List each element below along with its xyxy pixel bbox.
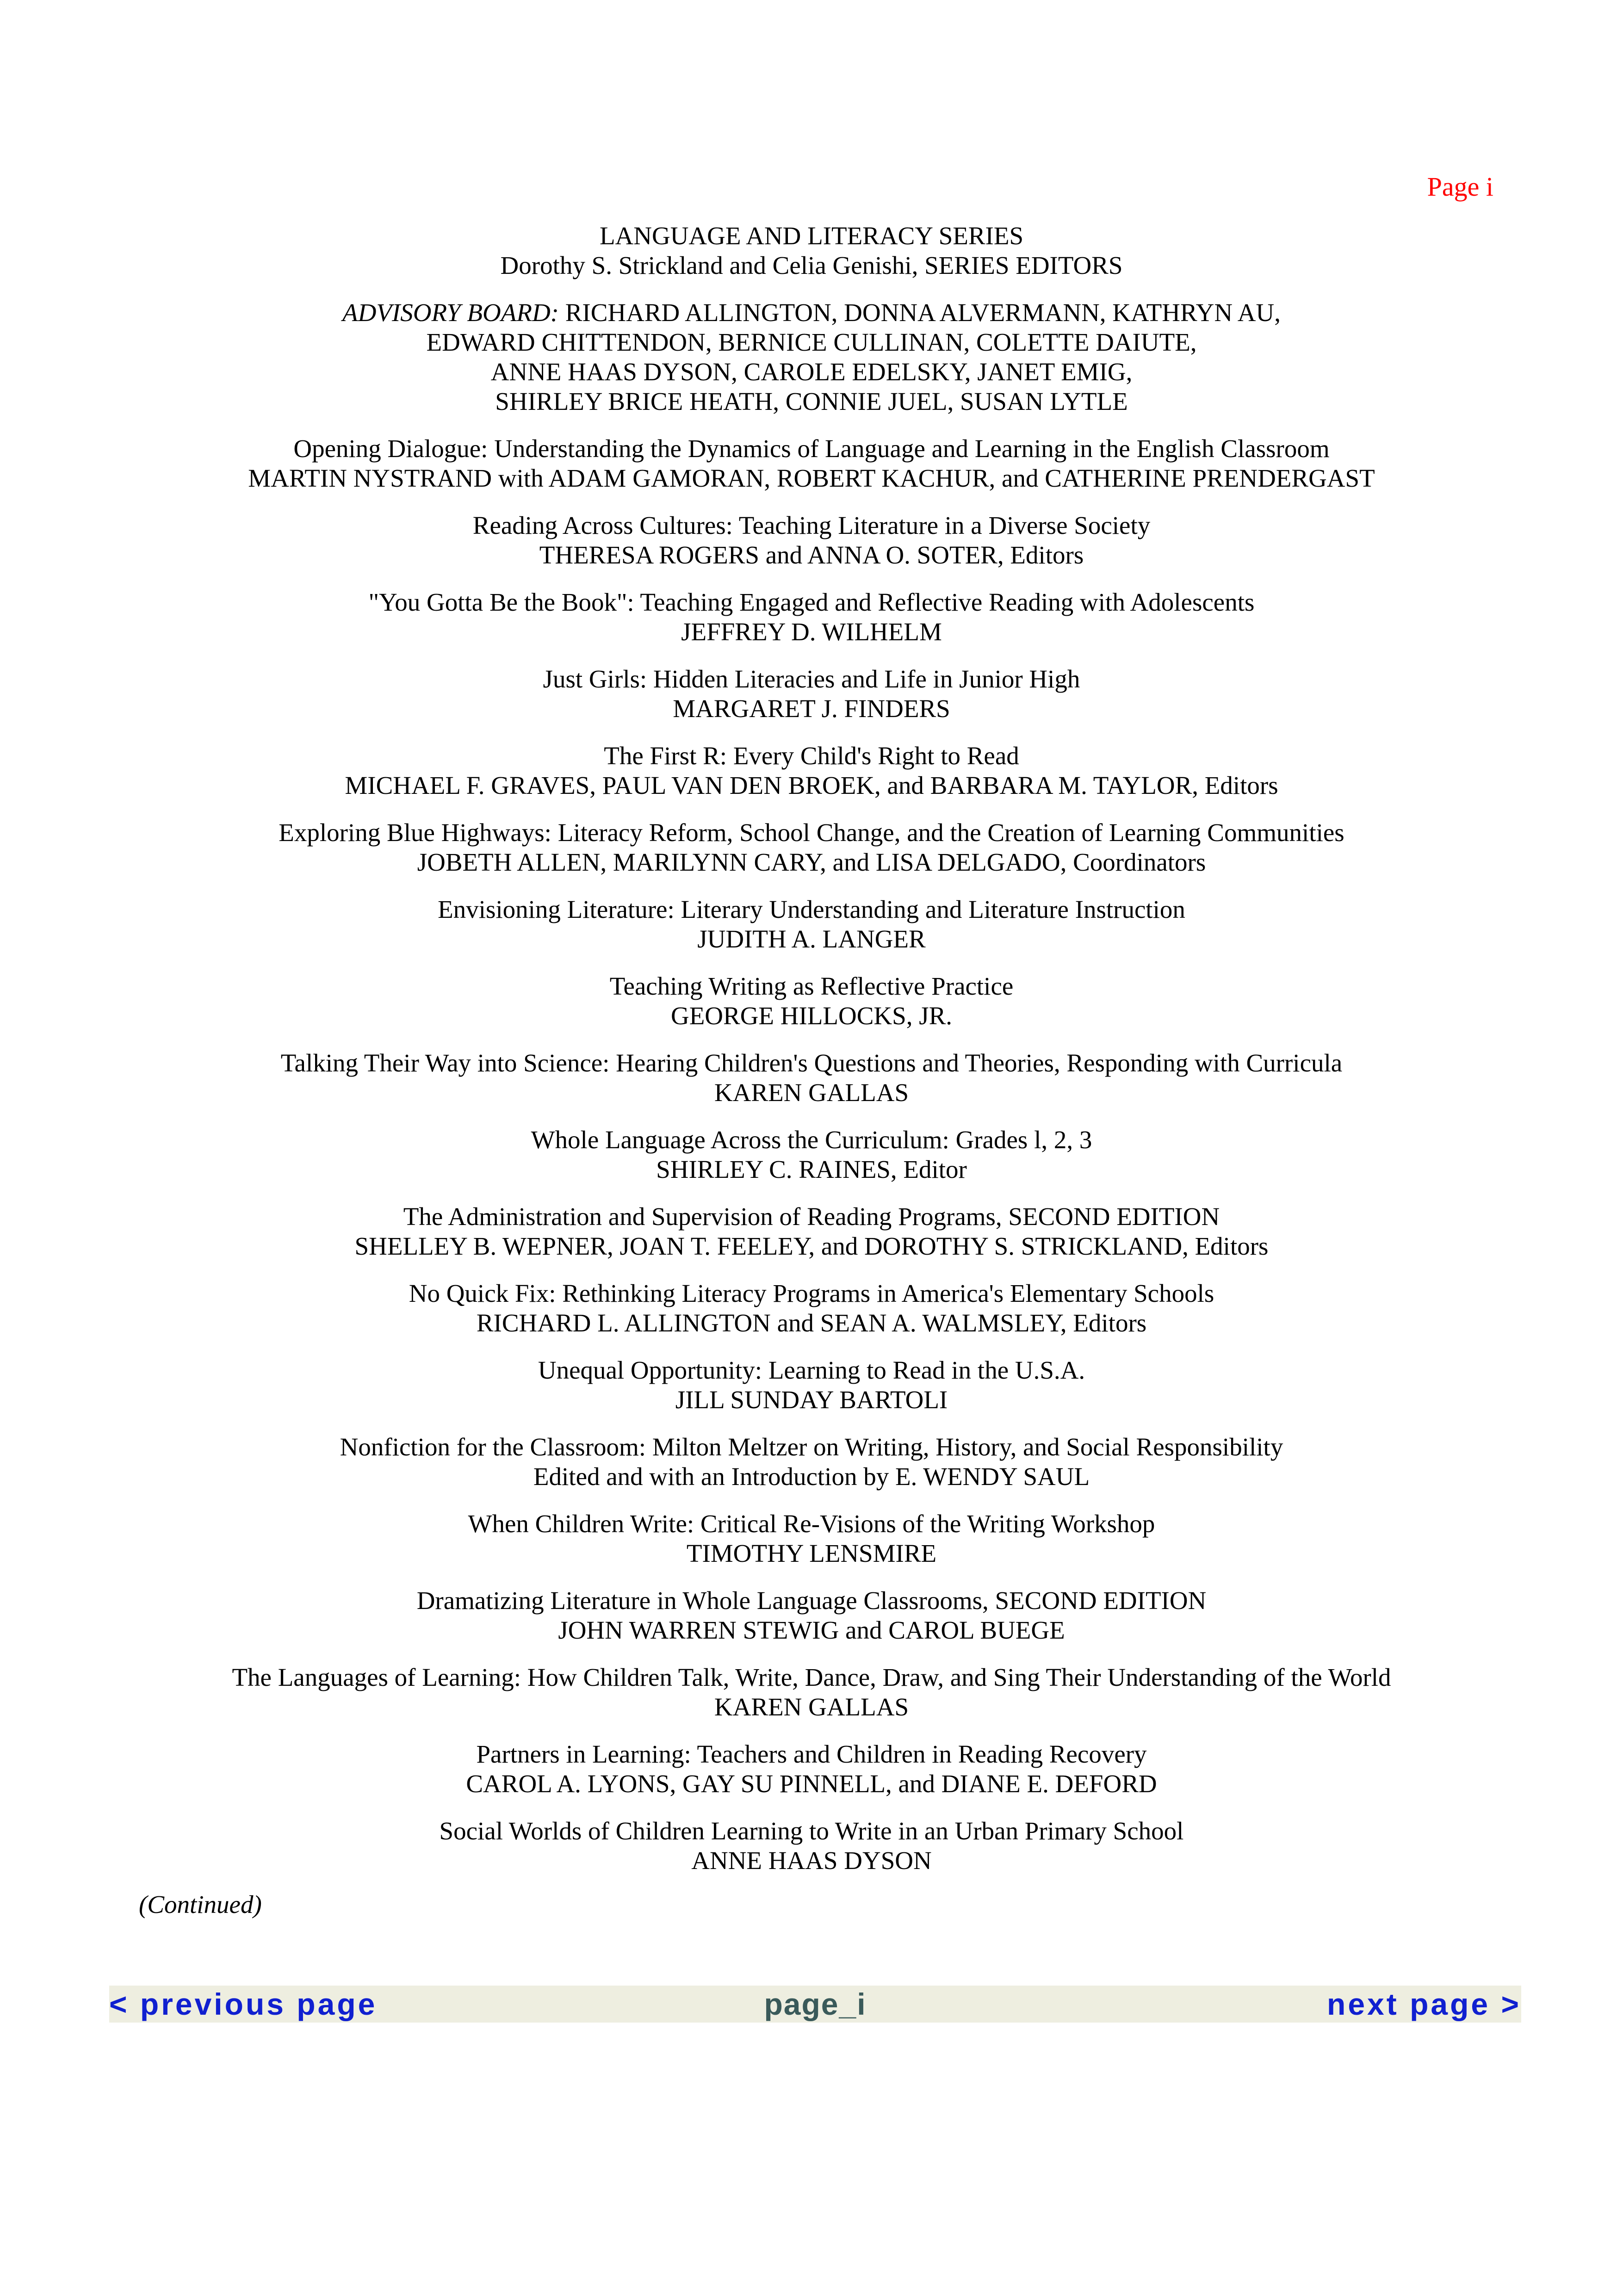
series-listing (0, 221, 1623, 1893)
current-page-label: page_i (764, 1987, 867, 2021)
book-title: "You Gotta Be the Book": Teaching Engaged and Reflective Reading with Adolescents (368, 588, 1255, 616)
book-entry (0, 1739, 1623, 1799)
page-marker: Page i (1427, 172, 1493, 202)
advisory-line-3: ANNE HAAS DYSON, CAROLE EDELSKY, JANET EMIG, (490, 358, 1133, 386)
book-title: When Children Write: Critical Re-Visions of the Writing Workshop (468, 1510, 1155, 1538)
book-entry (0, 511, 1623, 570)
book-author: CAROL A. LYONS, GAY SU PINNELL, and DIANE E. DEFORD (466, 1770, 1157, 1798)
advisory-board (0, 298, 1623, 416)
book-author: MICHAEL F. GRAVES, PAUL VAN DEN BROEK, and BARBARA M. TAYLOR, Editors (345, 771, 1278, 799)
book-title: Dramatizing Literature in Whole Language Classrooms, SECOND EDITION (416, 1586, 1207, 1615)
book-entry (0, 434, 1623, 493)
book-entry (0, 818, 1623, 877)
book-entry (0, 1586, 1623, 1645)
book-author: RICHARD L. ALLINGTON and SEAN A. WALMSLEY, Editors (476, 1309, 1147, 1337)
book-author: JUDITH A. LANGER (697, 925, 926, 953)
book-entry (0, 1355, 1623, 1415)
advisory-line-4: SHIRLEY BRICE HEATH, CONNIE JUEL, SUSAN LYTLE (495, 387, 1128, 415)
previous-page-link[interactable]: < previous page (109, 1987, 378, 2021)
book-entry (0, 1125, 1623, 1184)
book-title: Whole Language Across the Curriculum: Grades l, 2, 3 (531, 1126, 1092, 1154)
book-author: JEFFREY D. WILHELM (681, 618, 942, 646)
book-author: KAREN GALLAS (714, 1693, 909, 1721)
book-author: MARGARET J. FINDERS (673, 694, 950, 723)
book-title: Unequal Opportunity: Learning to Read in the U.S.A. (538, 1356, 1085, 1384)
advisory-label: ADVISORY BOARD: (342, 298, 559, 327)
book-title: Nonfiction for the Classroom: Milton Meltzer on Writing, History, and Social Responsibility (340, 1433, 1283, 1461)
book-entry (0, 1663, 1623, 1722)
book-title: Partners in Learning: Teachers and Children in Reading Recovery (476, 1740, 1147, 1768)
series-header (0, 221, 1623, 280)
book-author: JILL SUNDAY BARTOLI (675, 1386, 948, 1414)
book-title: The Administration and Supervision of Reading Programs, SECOND EDITION (403, 1202, 1220, 1231)
book-author: SHELLEY B. WEPNER, JOAN T. FEELEY, and DOROTHY S. STRICKLAND, Editors (354, 1232, 1269, 1260)
book-entry (0, 895, 1623, 954)
book-author: KAREN GALLAS (714, 1078, 909, 1107)
book-title: The First R: Every Child's Right to Read (604, 742, 1019, 770)
book-title: Envisioning Literature: Literary Understanding and Literature Instruction (438, 895, 1185, 923)
series-title: LANGUAGE AND LITERACY SERIES (599, 222, 1024, 250)
book-entry (0, 664, 1623, 724)
advisory-line-2: EDWARD CHITTENDON, BERNICE CULLINAN, COLETTE DAIUTE, (426, 328, 1197, 356)
book-title: Teaching Writing as Reflective Practice (609, 972, 1014, 1000)
book-author: Edited and with an Introduction by E. WENDY SAUL (533, 1462, 1090, 1491)
book-entry (0, 972, 1623, 1031)
book-title: Just Girls: Hidden Literacies and Life in Junior High (543, 665, 1080, 693)
book-author: TIMOTHY LENSMIRE (686, 1539, 937, 1567)
book-author: SHIRLEY C. RAINES, Editor (656, 1155, 967, 1183)
book-author: GEORGE HILLOCKS, JR. (670, 1002, 953, 1030)
book-author: THERESA ROGERS and ANNA O. SOTER, Editors (539, 541, 1084, 569)
book-author: ANNE HAAS DYSON (691, 1846, 932, 1875)
page-navigation-bar (109, 1986, 1521, 2023)
book-title: Social Worlds of Children Learning to Write in an Urban Primary School (439, 1817, 1184, 1845)
series-editors: Dorothy S. Strickland and Celia Genishi, SERIES EDITORS (500, 251, 1123, 279)
book-entry (0, 1816, 1623, 1875)
advisory-names-1: RICHARD ALLINGTON, DONNA ALVERMANN, KATHRYN AU, (558, 298, 1281, 327)
advisory-line-1 (0, 298, 1623, 328)
book-entry (0, 1509, 1623, 1568)
book-title: Opening Dialogue: Understanding the Dynamics of Language and Learning in the English Classroom (293, 434, 1330, 463)
book-entry (0, 1432, 1623, 1491)
book-entry (0, 1048, 1623, 1108)
book-author: JOHN WARREN STEWIG and CAROL BUEGE (558, 1616, 1065, 1644)
book-entry (0, 1279, 1623, 1338)
book-author: JOBETH ALLEN, MARILYNN CARY, and LISA DELGADO, Coordinators (417, 848, 1206, 876)
continued-note: (Continued) (139, 1890, 262, 1918)
book-title: Exploring Blue Highways: Literacy Reform, School Change, and the Creation of Learning Communities (279, 818, 1344, 847)
book-entry (0, 1202, 1623, 1261)
book-author: MARTIN NYSTRAND with ADAM GAMORAN, ROBERT KACHUR, and CATHERINE PRENDERGAST (248, 464, 1375, 492)
book-entry (0, 588, 1623, 647)
book-list (0, 434, 1623, 1875)
book-title: Talking Their Way into Science: Hearing Children's Questions and Theories, Responding with Curricula (280, 1049, 1343, 1077)
book-title: The Languages of Learning: How Children Talk, Write, Dance, Draw, and Sing Their Understanding of the World (232, 1663, 1391, 1691)
book-title: No Quick Fix: Rethinking Literacy Programs in America's Elementary Schools (409, 1279, 1214, 1307)
book-entry (0, 741, 1623, 800)
book-title: Reading Across Cultures: Teaching Literature in a Diverse Society (472, 511, 1151, 539)
next-page-link[interactable]: next page > (1327, 1987, 1521, 2021)
